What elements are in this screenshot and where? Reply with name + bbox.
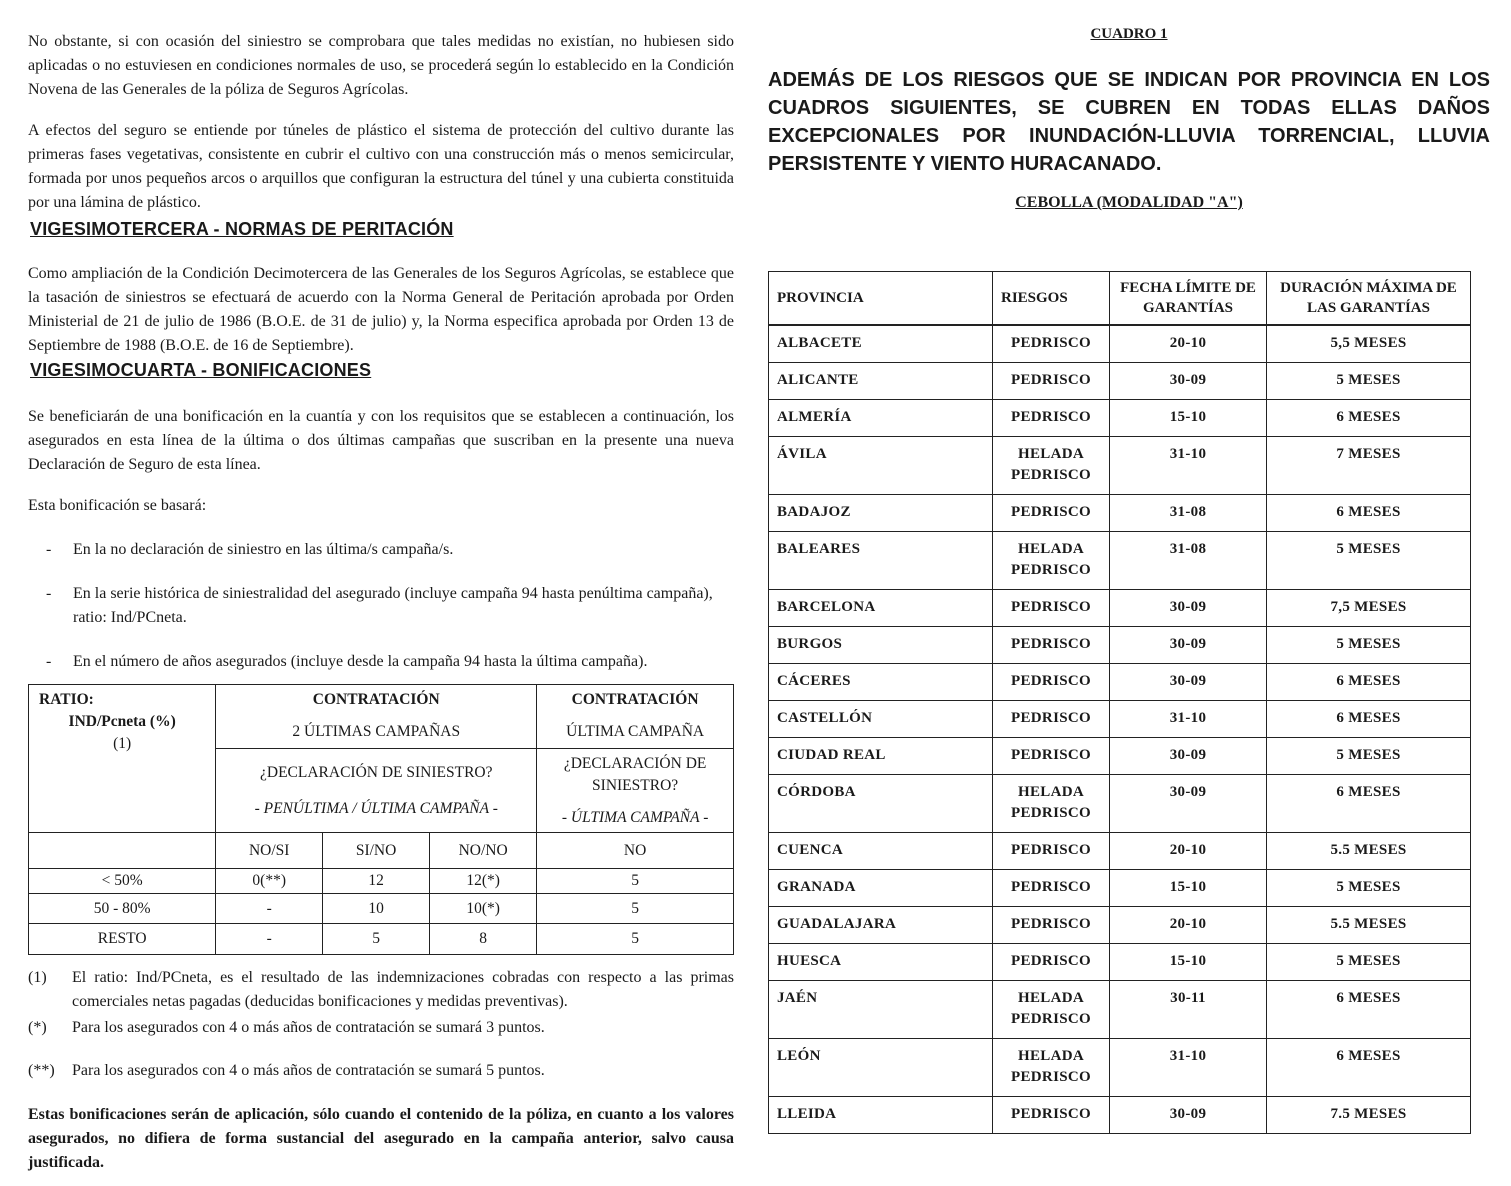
riesgo-item: PEDRISCO	[1011, 1069, 1091, 1085]
list-item	[46, 650, 734, 674]
footnote-marker: (1)	[28, 969, 47, 986]
paragraph-medidas: No obstante, si con ocasión del siniestro se comprobara que tales medidas no existían, no hubiesen sido aplicadas o no estuviesen en condiciones normales de uso, se procederá según lo establecido en la Condición Novena de las Generales de la póliza de Seguros Agrícolas.	[28, 33, 734, 98]
table-row	[769, 532, 1471, 590]
group2-subheader: ÚLTIMA CAMPAÑA	[537, 716, 734, 749]
provincia-cell: LLEIDA	[769, 1097, 993, 1134]
table-row	[29, 894, 734, 924]
fecha-cell: 20-10	[1110, 325, 1267, 363]
riesgos-cell	[993, 981, 1110, 1039]
riesgos-cell	[993, 325, 1110, 363]
riesgos-cell	[993, 907, 1110, 944]
riesgo-item: PEDRISCO	[1011, 409, 1091, 425]
riesgo-item: PEDRISCO	[1011, 805, 1091, 821]
riesgo-item: PEDRISCO	[1011, 953, 1091, 969]
riesgos-cell	[993, 664, 1110, 701]
duracion-cell: 6 MESES	[1267, 400, 1471, 437]
riesgo-item: PEDRISCO	[1011, 372, 1091, 388]
riesgos-cell	[993, 870, 1110, 907]
cuadro-title: CUADRO 1	[1090, 26, 1168, 42]
fecha-cell: 30-09	[1110, 627, 1267, 664]
riesgo-item: PEDRISCO	[1011, 599, 1091, 615]
provincia-cell: GRANADA	[769, 870, 993, 907]
table-row	[769, 870, 1471, 907]
provincia-cell: BARCELONA	[769, 590, 993, 627]
riesgos-cell	[993, 775, 1110, 833]
ratio-note-ref: (1)	[113, 735, 132, 752]
table-cell: 10(*)	[430, 894, 537, 924]
heading-normas-peritacion: VIGESIMOTERCERA - NORMAS DE PERITACIÓN	[30, 219, 454, 239]
duracion-cell: 7,5 MESES	[1267, 590, 1471, 627]
table-row	[769, 664, 1471, 701]
duracion-cell: 6 MESES	[1267, 495, 1471, 532]
table-row	[769, 1097, 1471, 1134]
riesgo-item: PEDRISCO	[1011, 335, 1091, 351]
fecha-cell: 15-10	[1110, 400, 1267, 437]
provincia-cell: HUESCA	[769, 944, 993, 981]
duracion-cell: 5 MESES	[1267, 738, 1471, 775]
footnote-marker: (*)	[28, 1019, 47, 1036]
subheader-no-no: NO/NO	[430, 833, 537, 869]
duracion-cell: 6 MESES	[1267, 664, 1471, 701]
provincia-cell: JAÉN	[769, 981, 993, 1039]
group1-subheader: 2 ÚLTIMAS CAMPAÑAS	[216, 716, 537, 749]
province-table	[768, 271, 1471, 1134]
bullet-marker: -	[46, 653, 52, 670]
table-row	[769, 833, 1471, 870]
period1-text: - PENÚLTIMA / ÚLTIMA CAMPAÑA -	[254, 799, 498, 817]
duracion-cell: 6 MESES	[1267, 701, 1471, 738]
fecha-cell: 15-10	[1110, 870, 1267, 907]
duracion-cell: 7 MESES	[1267, 437, 1471, 495]
riesgo-item: PEDRISCO	[1011, 673, 1091, 689]
footnote-marker: (**)	[28, 1062, 55, 1079]
paragraph-tuneles: A efectos del seguro se entiende por túneles de plástico el sistema de protección del cultivo durante las primeras fases vegetativas, consistente en cubrir el cultivo con una construcción más o menos semicircular, formada por unos pequeños arcos o arquillos que configuran la estructura del túnel y una cubierta constituida por una lámina de plástico.	[28, 122, 734, 211]
question2-cell	[537, 749, 734, 833]
duracion-cell: 6 MESES	[1267, 775, 1471, 833]
riesgos-cell	[993, 833, 1110, 870]
table-cell: < 50%	[29, 869, 216, 894]
riesgos-cell	[993, 1097, 1110, 1134]
fecha-cell: 30-09	[1110, 1097, 1267, 1134]
riesgos-cell	[993, 363, 1110, 400]
table-row	[769, 363, 1471, 400]
empty-cell	[29, 833, 216, 869]
riesgos-cell	[993, 1039, 1110, 1097]
ratio-header-cell	[29, 685, 216, 833]
riesgos-cell	[993, 437, 1110, 495]
paragraph-basara: Esta bonificación se basará:	[28, 497, 207, 514]
table-row	[769, 981, 1471, 1039]
riesgo-item: PEDRISCO	[1011, 562, 1091, 578]
provincia-cell: GUADALAJARA	[769, 907, 993, 944]
header-fecha: FECHA LÍMITE DE GARANTÍAS	[1110, 272, 1267, 326]
riesgo-item: PEDRISCO	[1011, 842, 1091, 858]
riesgo-item: PEDRISCO	[1011, 467, 1091, 483]
bullet-text: En el número de años asegurados (incluye desde la campaña 94 hasta la última campaña).	[73, 653, 648, 670]
riesgo-item: HELADA	[1018, 990, 1084, 1006]
subheader-no-si: NO/SI	[216, 833, 323, 869]
fecha-cell: 31-10	[1110, 701, 1267, 738]
table-row	[769, 944, 1471, 981]
provincia-cell: ALBACETE	[769, 325, 993, 363]
riesgo-item: PEDRISCO	[1011, 636, 1091, 652]
table-row	[769, 495, 1471, 532]
footnote	[28, 1016, 734, 1040]
table-row	[29, 869, 734, 894]
provincia-cell: BALEARES	[769, 532, 993, 590]
table-cell: 5	[537, 924, 734, 955]
table-cell: 0(**)	[216, 869, 323, 894]
duracion-cell: 5.5 MESES	[1267, 833, 1471, 870]
table-cell: -	[216, 924, 323, 955]
table-row	[769, 627, 1471, 664]
riesgo-item: PEDRISCO	[1011, 1106, 1091, 1122]
provincia-cell: LEÓN	[769, 1039, 993, 1097]
riesgo-item: PEDRISCO	[1011, 879, 1091, 895]
duracion-cell: 6 MESES	[1267, 981, 1471, 1039]
table-cell: 5	[537, 894, 734, 924]
table-cell: 5	[537, 869, 734, 894]
riesgos-cell	[993, 532, 1110, 590]
question2-text: ¿DECLARACIÓN DE SINIESTRO?	[563, 754, 707, 794]
table-row	[29, 924, 734, 955]
footnote-text: El ratio: Ind/PCneta, es el resultado de las indemnizaciones cobradas con respecto a las primas comerciales netas pagadas (deducidas bonificaciones y medidas preventivas).	[72, 969, 734, 1010]
table-row	[769, 1039, 1471, 1097]
riesgo-item: HELADA	[1018, 1048, 1084, 1064]
fecha-cell: 31-10	[1110, 437, 1267, 495]
fecha-cell: 31-08	[1110, 495, 1267, 532]
subheader-si-no: SI/NO	[323, 833, 430, 869]
fecha-cell: 20-10	[1110, 833, 1267, 870]
table-row	[769, 400, 1471, 437]
header-riesgos: RIESGOS	[993, 272, 1110, 326]
question1-text: ¿DECLARACIÓN DE SINIESTRO?	[260, 763, 493, 781]
table-row	[769, 738, 1471, 775]
bullet-text: En la serie histórica de siniestralidad del asegurado (incluye campaña 94 hasta penúltima campaña), ratio: Ind/PCneta.	[73, 585, 713, 626]
intro-text: ADEMÁS DE LOS RIESGOS QUE SE INDICAN POR PROVINCIA EN LOS CUADROS SIGUIENTES, SE CUBREN EN TODAS ELLAS DAÑOS EXCEPCIONALES POR INUNDACIÓN-LLUVIA TORRENCIAL, LLUVIA PERSISTENTE Y VIENTO HURACANADO.	[768, 69, 1490, 175]
duracion-cell: 5 MESES	[1267, 944, 1471, 981]
provincia-cell: ÁVILA	[769, 437, 993, 495]
duracion-cell: 7.5 MESES	[1267, 1097, 1471, 1134]
provincia-cell: ALMERÍA	[769, 400, 993, 437]
list-item	[46, 538, 734, 562]
header-provincia: PROVINCIA	[769, 272, 993, 326]
bonus-table	[28, 684, 734, 955]
table-cell: RESTO	[29, 924, 216, 955]
fecha-cell: 30-11	[1110, 981, 1267, 1039]
paragraph-peritacion: Como ampliación de la Condición Decimotercera de las Generales de los Seguros Agrícolas, se establece que la tasación de siniestros se efectuará de acuerdo con la Norma General de Peritación aprobada por Orden Ministerial de 21 de julio de 1986 (B.O.E. de 31 de julio) y, la Norma especifica aprobada por Orden 13 de Septiembre de 1988 (B.O.E. de 16 de Septiembre).	[28, 265, 734, 354]
riesgo-item: PEDRISCO	[1011, 916, 1091, 932]
table-cell: 10	[323, 894, 430, 924]
closing-paragraph: Estas bonificaciones serán de aplicación, sólo cuando el contenido de la póliza, en cuanto a los valores asegurados, no difiera de forma sustancial del asegurado en la campaña anterior, salvo causa justificada.	[28, 1106, 734, 1171]
provincia-cell: BURGOS	[769, 627, 993, 664]
bullet-marker: -	[46, 585, 52, 602]
table-cell: 50 - 80%	[29, 894, 216, 924]
provincia-cell: CASTELLÓN	[769, 701, 993, 738]
heading-bonificaciones: VIGESIMOCUARTA - BONIFICACIONES	[30, 360, 372, 380]
ratio-label: RATIO:	[39, 691, 94, 708]
duracion-cell: 6 MESES	[1267, 1039, 1471, 1097]
group1-header: CONTRATACIÓN	[216, 685, 537, 716]
subheader-no: NO	[537, 833, 734, 869]
provincia-cell: ALICANTE	[769, 363, 993, 400]
table-row	[769, 907, 1471, 944]
crop-title: CEBOLLA (MODALIDAD "A")	[1015, 194, 1243, 211]
riesgos-cell	[993, 590, 1110, 627]
table-row	[769, 775, 1471, 833]
table-row	[769, 590, 1471, 627]
duracion-cell: 5 MESES	[1267, 532, 1471, 590]
table-cell: 12	[323, 869, 430, 894]
footnote-text: Para los asegurados con 4 o más años de contratación se sumará 5 puntos.	[72, 1062, 545, 1079]
riesgos-cell	[993, 495, 1110, 532]
provincia-cell: CUENCA	[769, 833, 993, 870]
fecha-cell: 30-09	[1110, 363, 1267, 400]
fecha-cell: 15-10	[1110, 944, 1267, 981]
duracion-cell: 5 MESES	[1267, 627, 1471, 664]
provincia-cell: BADAJOZ	[769, 495, 993, 532]
question1-cell	[216, 749, 537, 833]
duracion-cell: 5 MESES	[1267, 363, 1471, 400]
fecha-cell: 30-09	[1110, 590, 1267, 627]
fecha-cell: 31-10	[1110, 1039, 1267, 1097]
list-item	[46, 582, 734, 630]
table-row	[769, 325, 1471, 363]
fecha-cell: 31-08	[1110, 532, 1267, 590]
duracion-cell: 5 MESES	[1267, 870, 1471, 907]
footnote	[28, 1059, 734, 1083]
riesgos-cell	[993, 944, 1110, 981]
table-cell: 12(*)	[430, 869, 537, 894]
riesgo-item: HELADA	[1018, 446, 1084, 462]
table-row	[769, 437, 1471, 495]
table-cell: 8	[430, 924, 537, 955]
riesgo-item: HELADA	[1018, 541, 1084, 557]
riesgos-cell	[993, 400, 1110, 437]
province-table-body	[769, 325, 1471, 1134]
provincia-cell: CÓRDOBA	[769, 775, 993, 833]
duracion-cell: 5.5 MESES	[1267, 907, 1471, 944]
riesgo-item: PEDRISCO	[1011, 1011, 1091, 1027]
riesgos-cell	[993, 627, 1110, 664]
fecha-cell: 30-09	[1110, 775, 1267, 833]
riesgo-item: HELADA	[1018, 784, 1084, 800]
footnote-text: Para los asegurados con 4 o más años de contratación se sumará 3 puntos.	[72, 1019, 545, 1036]
footnote	[28, 966, 734, 1014]
provincia-cell: CIUDAD REAL	[769, 738, 993, 775]
riesgo-item: PEDRISCO	[1011, 504, 1091, 520]
fecha-cell: 30-09	[1110, 738, 1267, 775]
ratio-sublabel: IND/Pcneta (%)	[68, 713, 176, 730]
riesgos-cell	[993, 701, 1110, 738]
fecha-cell: 20-10	[1110, 907, 1267, 944]
riesgo-item: PEDRISCO	[1011, 710, 1091, 726]
header-duracion: DURACIÓN MÁXIMA DE LAS GARANTÍAS	[1267, 272, 1471, 326]
provincia-cell: CÁCERES	[769, 664, 993, 701]
table-cell: -	[216, 894, 323, 924]
bullet-text: En la no declaración de siniestro en las última/s campaña/s.	[73, 541, 454, 558]
duracion-cell: 5,5 MESES	[1267, 325, 1471, 363]
table-row	[769, 701, 1471, 738]
period2-text: - ÚLTIMA CAMPAÑA -	[561, 808, 709, 826]
group2-header: CONTRATACIÓN	[537, 685, 734, 716]
paragraph-bonificacion: Se beneficiarán de una bonificación en la cuantía y con los requisitos que se establecen a continuación, los asegurados en esta línea de la última o dos últimas campañas que suscriban en la presente una nueva Declaración de Seguro de esta línea.	[28, 408, 734, 473]
riesgo-item: PEDRISCO	[1011, 747, 1091, 763]
bullet-marker: -	[46, 541, 52, 558]
table-cell: 5	[323, 924, 430, 955]
riesgos-cell	[993, 738, 1110, 775]
fecha-cell: 30-09	[1110, 664, 1267, 701]
